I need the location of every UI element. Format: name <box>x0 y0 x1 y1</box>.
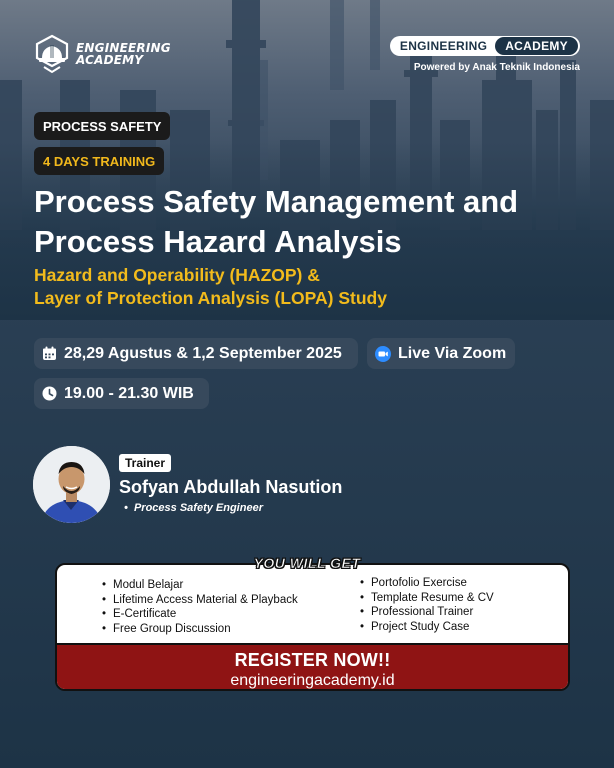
time-text: 19.00 - 21.30 WIB <box>64 384 194 402</box>
page-subtitle <box>34 264 594 310</box>
category-tag: PROCESS SAFETY <box>34 112 170 140</box>
date-pill <box>34 338 358 369</box>
logo-wordmark <box>76 42 171 66</box>
zoom-icon <box>375 346 391 362</box>
benefit-item: • Professional Trainer <box>359 605 494 620</box>
brand-part-2: ACADEMY <box>495 37 578 55</box>
trainer-portrait-image <box>33 446 110 523</box>
bullet-icon: • <box>124 502 134 514</box>
benefit-item: • E-Certificate <box>101 607 298 622</box>
trainer-role <box>124 502 263 514</box>
logo-line-2: ACADEMY <box>76 53 144 67</box>
subtitle-line-1: Hazard and Operability (HAZOP) & <box>34 265 320 285</box>
benefit-item: • Modul Belajar <box>101 578 298 593</box>
benefits-left-list <box>101 578 298 636</box>
register-url-link[interactable]: engineeringacademy.id <box>230 672 395 689</box>
benefit-item: • Template Resume & CV <box>359 591 494 606</box>
hardhat-logo-icon <box>34 34 70 74</box>
benefits-heading: YOU WILL GET <box>253 555 361 571</box>
powered-by-text: Powered by Anak Teknik Indonesia <box>413 62 580 73</box>
engineering-academy-logo <box>34 34 171 74</box>
register-button[interactable] <box>57 643 568 691</box>
trainer-label: Trainer <box>119 454 171 472</box>
brand-part-1: ENGINEERING <box>399 39 488 53</box>
page-title <box>34 182 594 262</box>
benefits-card <box>55 563 570 691</box>
logo-line-1: ENGINEERING <box>76 41 171 55</box>
duration-tag: 4 DAYS TRAINING <box>34 147 164 175</box>
subtitle-line-2: Layer of Protection Analysis (LOPA) Study <box>34 288 387 308</box>
register-label: REGISTER NOW!! <box>234 650 391 670</box>
clock-icon <box>42 386 57 401</box>
title-line-2: Process Hazard Analysis <box>34 224 402 259</box>
trainer-role-text: Process Safety Engineer <box>133 502 263 514</box>
benefit-item: • Portofolio Exercise <box>359 576 494 591</box>
brand-pill <box>390 36 580 56</box>
date-text: 28,29 Agustus & 1,2 September 2025 <box>64 344 342 362</box>
benefit-item: • Free Group Discussion <box>101 622 298 637</box>
benefits-right-list <box>359 576 494 634</box>
calendar-icon <box>42 346 57 361</box>
benefit-item: • Project Study Case <box>359 620 494 635</box>
benefits-list-area <box>57 565 568 643</box>
time-pill <box>34 378 209 409</box>
platform-pill <box>367 338 515 369</box>
trainer-avatar <box>33 446 110 523</box>
trainer-name: Sofyan Abdullah Nasution <box>119 477 343 497</box>
benefit-item: • Lifetime Access Material & Playback <box>101 593 298 608</box>
brand-header <box>390 36 580 73</box>
platform-text: Live Via Zoom <box>398 344 507 362</box>
title-line-1: Process Safety Management and <box>34 184 519 219</box>
